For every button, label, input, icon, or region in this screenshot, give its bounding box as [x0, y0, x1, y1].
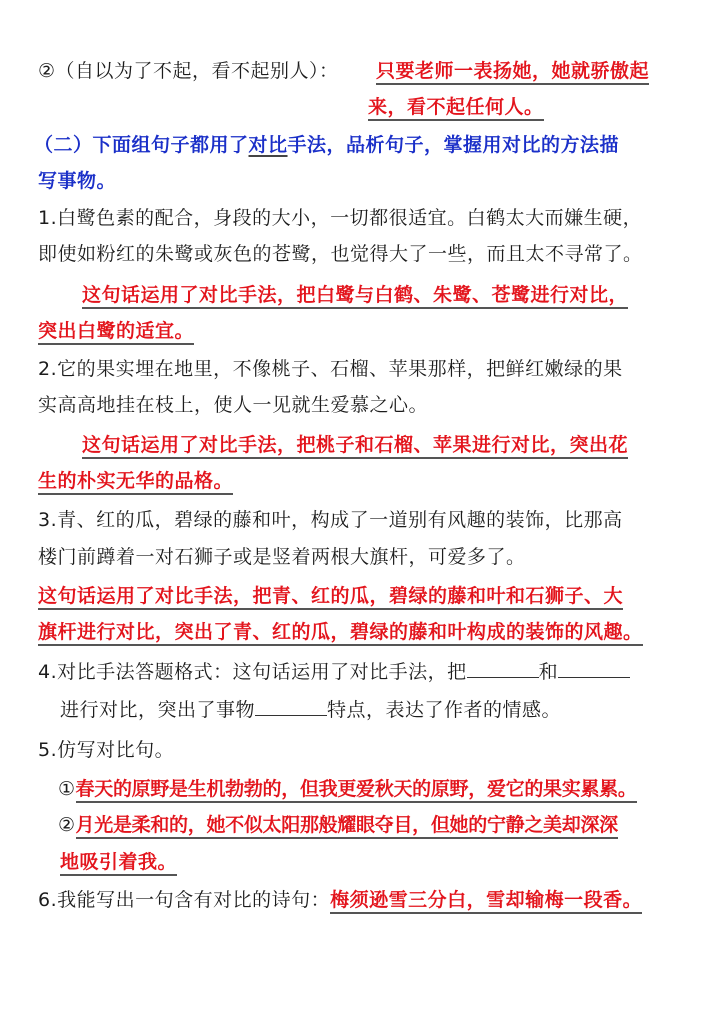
- heading-text: 手法，品析句子，掌握用对比的方法描: [287, 134, 620, 156]
- item-6-text: [38, 887, 642, 913]
- item-5-text: [38, 737, 174, 763]
- item-2-answer: [82, 432, 628, 458]
- answer-text: 只要老师一表扬她，她就骄傲起: [376, 60, 649, 85]
- circled-marker: ②: [58, 814, 76, 836]
- answer-text: 突出白鹭的适宜。: [38, 320, 194, 345]
- heading-underlined-term: 对比: [248, 134, 288, 156]
- heading-text: （二）下面组句子都用了: [34, 134, 249, 156]
- answer-text: 来，看不起任何人。: [368, 96, 544, 121]
- item-text: 进行对比，突出了事物: [60, 699, 256, 721]
- item-2-answer-line2: [38, 468, 233, 494]
- answer-text: 这句话运用了对比手法，把青、红的瓜，碧绿的藤和叶和石狮子、大: [38, 585, 623, 610]
- circled-marker: ②: [38, 60, 56, 82]
- item-text: 特点，表达了作者的情感。: [327, 699, 562, 721]
- item-4-text: [38, 659, 630, 685]
- item-number: 3.: [38, 509, 58, 531]
- answer-text: 月光是柔和的，她不似太阳那般耀眼夺目，但她的宁静之美却深深: [76, 814, 618, 839]
- item-text: 对比手法答题格式：这句话运用了对比手法，把: [57, 661, 467, 683]
- item-text: 我能写出一句含有对比的诗句：: [57, 889, 331, 911]
- section-heading-line2: [38, 168, 116, 194]
- item-5-example-2-line2: [60, 849, 177, 875]
- prev-answer-line1: [376, 58, 649, 84]
- item-number: 2.: [38, 358, 58, 380]
- item-1-answer-line2: [38, 318, 194, 344]
- answer-text: 这句话运用了对比手法，把白鹭与白鹤、朱鹭、苍鹭进行对比，: [82, 284, 628, 309]
- answer-text: 梅须逊雪三分白，雪却输梅一段香。: [330, 889, 642, 914]
- item-5-example-2: [58, 812, 618, 838]
- item-text: 仿写对比句。: [57, 739, 175, 761]
- fill-blank-1[interactable]: [467, 659, 539, 678]
- item-4-text-line2: [60, 697, 561, 723]
- item-2-text: [38, 356, 623, 382]
- section-heading: [34, 132, 619, 158]
- item-2-text-line2: [38, 392, 428, 418]
- fill-blank-2[interactable]: [558, 659, 630, 678]
- item-number: 5.: [38, 739, 58, 761]
- answer-text: 这句话运用了对比手法，把桃子和石榴、苹果进行对比，突出花: [82, 434, 628, 459]
- item-number: 4.: [38, 661, 58, 683]
- circled-marker: ①: [58, 778, 76, 800]
- item-1-text: [38, 205, 642, 231]
- prev-answer-line2: [368, 94, 544, 120]
- answer-text: 春天的原野是生机勃勃的，但我更爱秋天的原野，爱它的果实累累。: [76, 778, 637, 803]
- item-3-text: [38, 507, 623, 533]
- item-text: 和: [538, 661, 559, 683]
- answer-text: 生的朴实无华的品格。: [38, 470, 233, 495]
- item-1-answer: [82, 282, 628, 308]
- item-number: 6.: [38, 889, 58, 911]
- heading-text: 写事物。: [38, 170, 117, 192]
- answer-text: 旗杆进行对比，突出了青、红的瓜，碧绿的藤和叶构成的装饰的风趣。: [38, 621, 643, 646]
- prompt-text: （自以为了不起，看不起别人）：: [55, 60, 339, 82]
- item-text: 白鹭色素的配合，身段的大小，一切都很适宜。白鹤太大而嫌生硬，: [57, 207, 643, 229]
- item-5-example-1: [58, 776, 637, 802]
- fill-blank-3[interactable]: [255, 697, 327, 716]
- item-number: 1.: [38, 207, 58, 229]
- item-text: 即使如粉红的朱鹭或灰色的苍鹭，也觉得大了一些，而且太不寻常了。: [38, 243, 643, 265]
- item-3-answer-line2: [38, 619, 643, 645]
- item-text: 青、红的瓜，碧绿的藤和叶，构成了一道别有风趣的装饰，比那高: [57, 509, 623, 531]
- prev-question-prompt: [38, 58, 339, 84]
- item-3-answer: [38, 583, 623, 609]
- item-text: 它的果实埋在地里，不像桃子、石榴、苹果那样，把鲜红嫩绿的果: [57, 358, 623, 380]
- item-text: 实高高地挂在枝上，使人一见就生爱慕之心。: [38, 394, 429, 416]
- item-1-text-line2: [38, 241, 643, 267]
- item-3-text-line2: [38, 544, 526, 570]
- answer-text: 地吸引着我。: [60, 851, 177, 876]
- item-text: 楼门前蹲着一对石狮子或是竖着两根大旗杆，可爱多了。: [38, 546, 526, 568]
